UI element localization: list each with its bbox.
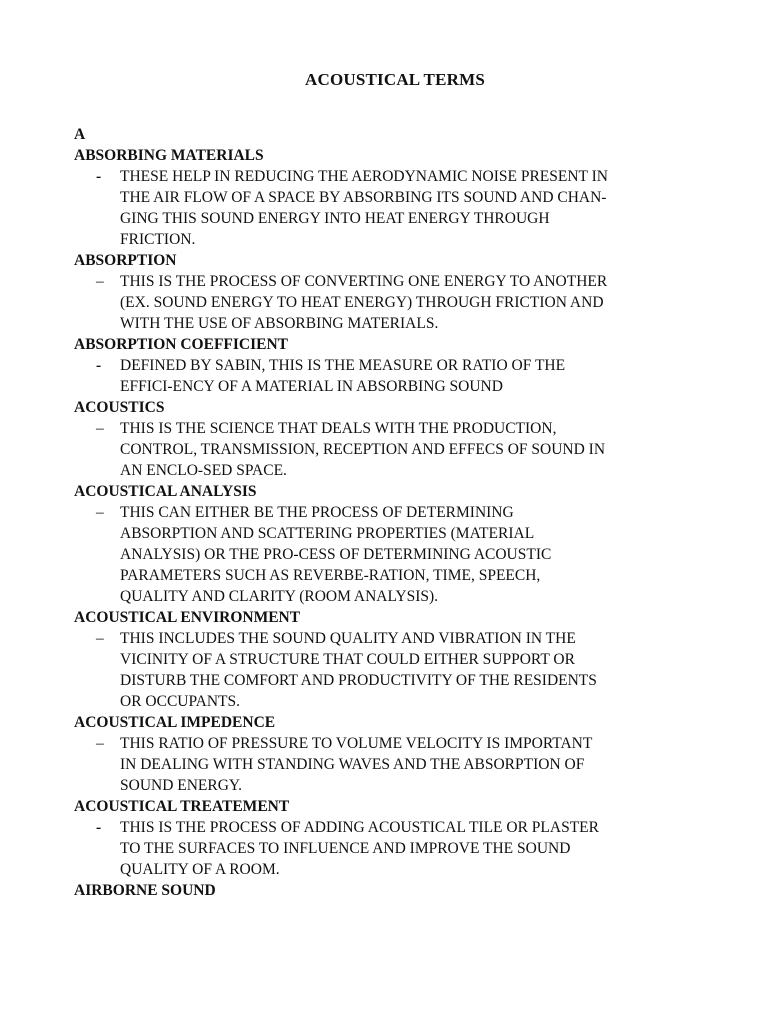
glossary-entry bbox=[74, 334, 704, 397]
glossary-entry bbox=[74, 712, 704, 796]
entry-term: ACOUSTICAL ENVIRONMENT bbox=[74, 609, 301, 626]
list-dash: – bbox=[96, 504, 104, 521]
section-letter: A bbox=[74, 126, 86, 143]
document-page bbox=[74, 70, 704, 901]
entry-definition-row bbox=[74, 502, 704, 607]
list-dash: - bbox=[96, 357, 102, 374]
list-dash: – bbox=[96, 630, 104, 647]
entry-definition: THIS IS THE PROCESS OF CONVERTING ONE ENERGY TO ANOTHER (EX. SOUND ENERGY TO HEAT ENERGY) THROUGH FRICTION AND WITH THE USE OF ABSORBING MATERIALS. bbox=[120, 273, 608, 332]
document-title: ACOUSTICAL TERMS bbox=[304, 70, 485, 89]
entry-term: ACOUSTICAL IMPEDENCE bbox=[74, 714, 276, 731]
entry-definition: THIS INCLUDES THE SOUND QUALITY AND VIBRATION IN THE VICINITY OF A STRUCTURE THAT COULD EITHER SUPPORT OR DISTURB THE COMFORT AND PRODUCTIVITY OF THE RESIDENTS OR OCCUPANTS. bbox=[120, 630, 597, 710]
entry-definition: THIS RATIO OF PRESSURE TO VOLUME VELOCITY IS IMPORTANT IN DEALING WITH STANDING WAVES AND THE ABSORPTION OF SOUND ENERGY. bbox=[120, 735, 593, 794]
glossary-entry bbox=[74, 880, 704, 901]
glossary-entry bbox=[74, 607, 704, 712]
glossary-entry bbox=[74, 796, 704, 880]
entry-definition: THIS CAN EITHER BE THE PROCESS OF DETERMINING ABSORPTION AND SCATTERING PROPERTIES (MATERIAL ANALYSIS) OR THE PRO-CESS OF DETERMINING ACOUSTIC PARAMETERS SUCH AS REVERBE-RATION, TIME, SPEECH, QUALITY AND CLARITY (ROOM ANALYSIS). bbox=[120, 504, 552, 605]
entry-definition: THESE HELP IN REDUCING THE AERODYNAMIC NOISE PRESENT IN THE AIR FLOW OF A SPACE BY ABSORBING ITS SOUND AND CHAN- GING THIS SOUND ENERGY INTO HEAT ENERGY THROUGH FRICTION. bbox=[120, 168, 608, 248]
glossary-entry bbox=[74, 481, 704, 607]
list-dash: – bbox=[96, 420, 104, 437]
entry-definition: THIS IS THE SCIENCE THAT DEALS WITH THE PRODUCTION, CONTROL, TRANSMISSION, RECEPTION AND EFFECS OF SOUND IN AN ENCLO-SED SPACE. bbox=[120, 420, 606, 479]
glossary-entry bbox=[74, 145, 704, 250]
entry-term: ACOUSTICS bbox=[74, 399, 165, 416]
list-dash: – bbox=[96, 735, 104, 752]
entry-term: ABSORBING MATERIALS bbox=[74, 147, 264, 164]
entry-definition-row bbox=[74, 418, 704, 481]
entry-definition: DEFINED BY SABIN, THIS IS THE MEASURE OR RATIO OF THE EFFICI-ENCY OF A MATERIAL IN ABSORBING SOUND bbox=[120, 357, 566, 395]
entry-term: ACOUSTICAL TREATEMENT bbox=[74, 798, 290, 815]
list-dash: - bbox=[96, 819, 102, 836]
list-dash: – bbox=[96, 273, 104, 290]
entry-definition-row bbox=[74, 355, 704, 397]
glossary-entry bbox=[74, 397, 704, 481]
entry-term: ABSORPTION COEFFICIENT bbox=[74, 336, 289, 353]
entry-term: AIRBORNE SOUND bbox=[74, 882, 216, 899]
entry-term: ACOUSTICAL ANALYSIS bbox=[74, 483, 257, 500]
glossary-entry bbox=[74, 250, 704, 334]
entry-definition-row bbox=[74, 733, 704, 796]
entry-definition: THIS IS THE PROCESS OF ADDING ACOUSTICAL TILE OR PLASTER TO THE SURFACES TO INFLUENCE AND IMPROVE THE SOUND QUALITY OF A ROOM. bbox=[120, 819, 599, 878]
list-dash: - bbox=[96, 168, 102, 185]
entry-term: ABSORPTION bbox=[74, 252, 177, 269]
entry-definition-row bbox=[74, 271, 704, 334]
entry-definition-row bbox=[74, 817, 704, 880]
entry-definition-row bbox=[74, 166, 704, 250]
entry-definition-row bbox=[74, 628, 704, 712]
